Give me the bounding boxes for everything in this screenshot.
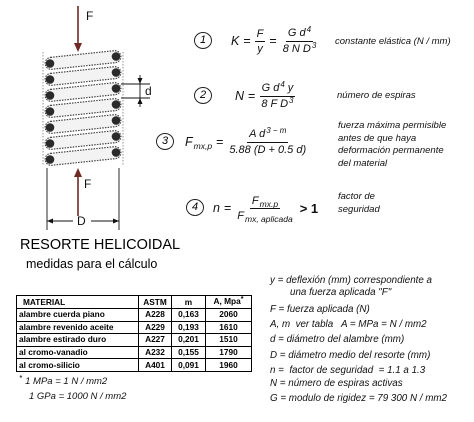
numerator-text: G d bbox=[261, 81, 280, 94]
formula-lhs: n bbox=[213, 201, 220, 215]
table-row bbox=[17, 346, 252, 359]
cell-m: 0,155 bbox=[172, 346, 206, 359]
cell-astm: A232 bbox=[139, 346, 172, 359]
wire-diameter-label: d bbox=[145, 84, 152, 98]
lhs-subscript: mx,p bbox=[193, 141, 213, 151]
cell-a: 1510 bbox=[206, 334, 252, 347]
numerator-subscript: mx.p bbox=[259, 198, 279, 209]
cell-material: alambre estirado duro bbox=[17, 334, 139, 347]
cell-m: 0,163 bbox=[172, 309, 206, 322]
cell-a: 1960 bbox=[206, 359, 252, 372]
description-line: factor de bbox=[338, 191, 375, 202]
formula-4-description bbox=[338, 191, 380, 216]
formula-number-4: 4 bbox=[186, 199, 204, 216]
equals-sign: = bbox=[248, 89, 256, 103]
header-text: A, Mpa bbox=[213, 296, 241, 306]
legend-line: d = diámetro del alambre (mm) bbox=[270, 334, 405, 345]
fraction-numerator bbox=[250, 195, 280, 209]
column-header-a bbox=[206, 296, 252, 309]
cell-material: alambre cuerda piano bbox=[17, 309, 139, 322]
cell-material: al cromo-vanadio bbox=[17, 346, 139, 359]
legend-line: una fuerza aplicada "F" bbox=[290, 287, 392, 298]
denominator-symbol: F bbox=[237, 209, 244, 222]
cell-a: 1790 bbox=[206, 346, 252, 359]
cell-m: 0,201 bbox=[172, 334, 206, 347]
numerator-exponent: 3 − m bbox=[266, 126, 287, 135]
wire-section bbox=[46, 155, 55, 164]
header-footnote-mark: * bbox=[240, 296, 244, 303]
equals-sign: = bbox=[216, 135, 224, 149]
equals-sign: = bbox=[269, 34, 277, 48]
formula-lhs: K bbox=[231, 34, 240, 48]
numerator-tail: y bbox=[287, 81, 294, 94]
cell-m: 0,091 bbox=[172, 359, 206, 372]
wire-section bbox=[112, 68, 121, 77]
legend-line: N = número de espiras activas bbox=[270, 378, 403, 389]
formula-lhs: N bbox=[235, 89, 245, 103]
fraction-numerator bbox=[247, 128, 288, 143]
fraction-numerator bbox=[286, 24, 313, 42]
fraction-denominator: y bbox=[257, 42, 263, 55]
cell-astm: A227 bbox=[139, 334, 172, 347]
fraction-numerator bbox=[260, 79, 296, 97]
fraction-stiffness bbox=[281, 24, 319, 56]
formula-2-description: número de espiras bbox=[337, 90, 416, 101]
formula-spring-constant bbox=[231, 26, 318, 56]
denominator-text: 8 N D bbox=[282, 42, 311, 55]
cell-astm: A401 bbox=[139, 359, 172, 372]
legend-line: G = modulo de rigidez = 79 300 N / mm2 bbox=[270, 393, 447, 404]
equals-sign: = bbox=[243, 34, 251, 48]
cell-material: al cromo-silicio bbox=[17, 359, 139, 372]
denominator-subscript: mx, aplicada bbox=[245, 213, 293, 224]
denominator-text: 8 F D bbox=[261, 97, 289, 110]
numerator-text: G d bbox=[287, 26, 306, 39]
force-label-top: F bbox=[86, 9, 94, 23]
coil-band bbox=[45, 146, 122, 166]
legend-line: F = fuerza aplicada (N) bbox=[270, 304, 370, 315]
legend-line: y = deflexión (mm) correspondiente a bbox=[270, 275, 432, 286]
force-arrow-bottom-head bbox=[74, 168, 82, 177]
wire-section bbox=[112, 100, 121, 109]
wire-dimension-arrow-top bbox=[138, 78, 143, 84]
fraction-denominator bbox=[259, 97, 295, 111]
formula-3-description bbox=[338, 120, 446, 170]
mean-dimension-arrow-right bbox=[113, 219, 119, 224]
wire-section bbox=[46, 75, 55, 84]
denominator-exponent: 3 bbox=[311, 40, 317, 50]
description-line: fuerza máxima permisible bbox=[338, 120, 447, 131]
wire-section bbox=[112, 132, 121, 141]
column-header-material: MATERIAL bbox=[17, 296, 139, 309]
cell-a: 1610 bbox=[206, 321, 252, 334]
formula-number-3: 3 bbox=[156, 133, 174, 150]
lhs-symbol: F bbox=[185, 135, 193, 149]
description-line: deformación permanente bbox=[338, 145, 444, 156]
cell-a: 2060 bbox=[206, 309, 252, 322]
formula-lhs bbox=[185, 135, 212, 149]
column-header-astm: ASTM bbox=[139, 296, 172, 309]
spring-coil bbox=[45, 146, 122, 166]
footnote-line-2: 1 GPa = 1000 N / mm2 bbox=[29, 391, 127, 402]
equals-sign: = bbox=[223, 201, 232, 215]
fraction-denominator bbox=[281, 42, 319, 56]
description-line: antes de que haya bbox=[338, 132, 417, 144]
diagram-title: RESORTE HELICOIDAL bbox=[20, 237, 181, 253]
formula-number-2: 2 bbox=[194, 87, 212, 104]
fraction-safety-factor bbox=[235, 195, 294, 222]
table-row bbox=[17, 334, 252, 347]
mean-dimension-arrow-left bbox=[47, 219, 53, 224]
denominator-exponent: 3 bbox=[289, 95, 294, 105]
fraction-denominator bbox=[235, 209, 294, 222]
table-row bbox=[17, 321, 252, 334]
table-row bbox=[17, 309, 252, 322]
wire-section bbox=[112, 84, 121, 93]
spring-drawing bbox=[0, 0, 170, 235]
diagram-subtitle: medidas para el cálculo bbox=[26, 257, 158, 271]
formula-max-force bbox=[185, 127, 308, 157]
description-line: del material bbox=[338, 157, 388, 169]
cell-astm: A228 bbox=[139, 309, 172, 322]
materials-table bbox=[16, 295, 252, 372]
formula-coil-count bbox=[235, 81, 296, 111]
wire-section bbox=[112, 148, 121, 157]
column-header-m: m bbox=[172, 296, 206, 309]
formula-rhs: > 1 bbox=[299, 200, 319, 216]
fraction-denominator: 5.88 (D + 0.5 d) bbox=[229, 144, 307, 156]
wire-section bbox=[112, 52, 121, 61]
wire-section bbox=[46, 91, 55, 100]
cell-m: 0,193 bbox=[172, 321, 206, 334]
cell-astm: A229 bbox=[139, 321, 172, 334]
formula-number-1: 1 bbox=[194, 32, 212, 49]
wire-section bbox=[46, 107, 55, 116]
wire-section bbox=[46, 59, 55, 68]
mean-diameter-label: D bbox=[77, 214, 86, 228]
numerator-exponent: 4 bbox=[280, 79, 285, 89]
formula-safety-factor bbox=[213, 193, 318, 223]
numerator-exponent: 4 bbox=[306, 24, 312, 34]
footnote-line-1 bbox=[19, 376, 107, 388]
table-row bbox=[17, 359, 252, 372]
footnote-mark: * bbox=[19, 374, 23, 383]
fraction-numerator: F bbox=[256, 27, 264, 40]
description-line: seguridad bbox=[338, 203, 380, 215]
fraction-force-over-deflection bbox=[255, 28, 266, 55]
footnote-text: 1 MPa = 1 N / mm2 bbox=[25, 376, 108, 387]
legend-line: A, m ver tabla A = MPa = N / mm2 bbox=[270, 319, 427, 330]
wire-section bbox=[46, 123, 55, 132]
wire-section bbox=[112, 116, 121, 125]
legend-line: n = factor de seguridad = 1.1 a 1.3 bbox=[270, 365, 426, 376]
wire-dimension-arrow-bottom bbox=[138, 98, 143, 104]
force-arrow-top-head bbox=[74, 43, 82, 52]
cell-material: alambre revenido aceite bbox=[17, 321, 139, 334]
wire-section bbox=[46, 139, 55, 148]
numerator-symbol: F bbox=[251, 194, 259, 207]
fraction-max-force bbox=[227, 128, 308, 156]
fraction-coil-count bbox=[259, 79, 295, 111]
force-label-bottom: F bbox=[84, 177, 92, 191]
formula-1-description: constante elástica (N / mm) bbox=[335, 36, 451, 47]
numerator-text: A d bbox=[249, 128, 266, 140]
legend-line: D = diámetro medio del resorte (mm) bbox=[270, 350, 431, 361]
table-header-row bbox=[17, 296, 252, 309]
